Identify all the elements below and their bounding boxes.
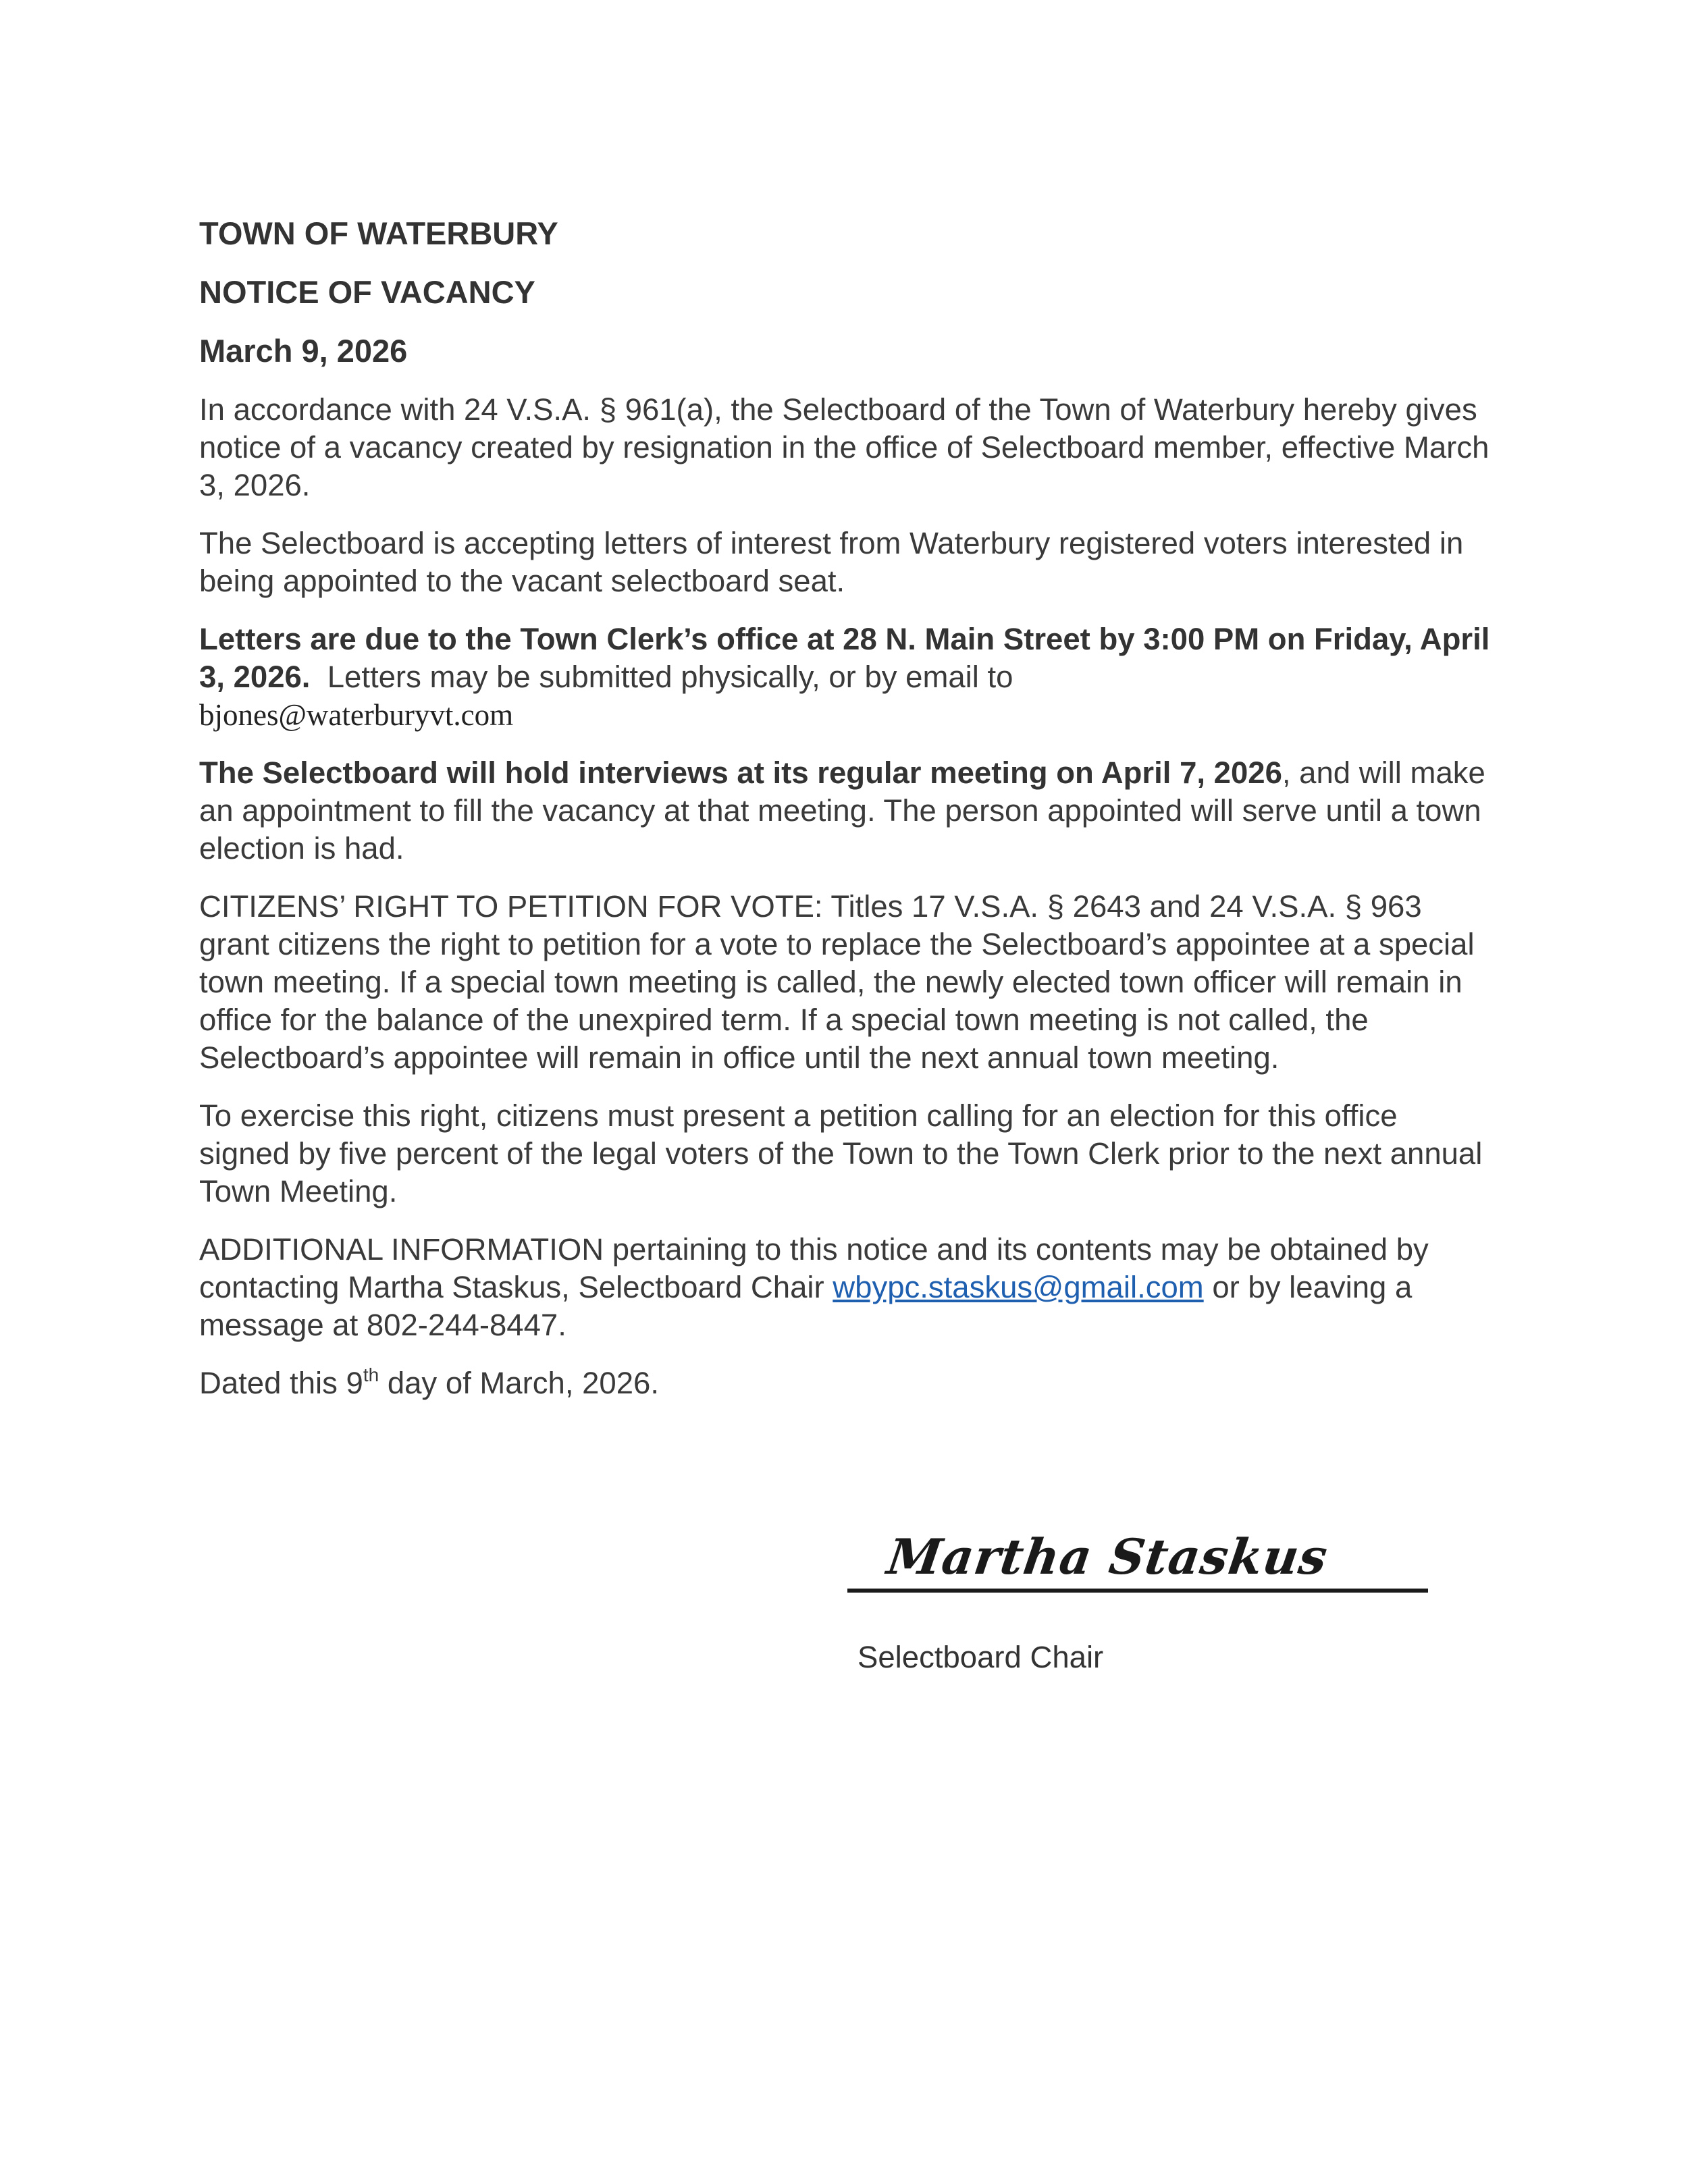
notice-body bbox=[199, 215, 1496, 1422]
paragraph-additional-info bbox=[199, 1231, 1496, 1344]
deadline-rest-text: Letters may be submitted physically, or by email to bbox=[310, 660, 1013, 694]
additional-info-start: ADDITIONAL INFORMATION pertaining to this notice and its contents may be obtained by contacting Martha Staskus, Selectboard Chair bbox=[199, 1232, 1429, 1304]
dated-line bbox=[199, 1364, 1496, 1402]
paragraph-vacancy: In accordance with 24 V.S.A. § 961(a), the Selectboard of the Town of Waterbury hereby gives notice of a vacancy created by resignation in the office of Selectboard member, effective March 3, 2026. bbox=[199, 392, 1489, 502]
handwritten-signature: Martha Staskus bbox=[884, 1528, 1331, 1585]
paragraph-interviews bbox=[199, 754, 1496, 868]
notice-date: March 9, 2026 bbox=[199, 333, 408, 369]
chair-email-link[interactable]: wbypc.staskus@gmail.com bbox=[833, 1270, 1204, 1304]
clerk-email: bjones@waterburyvt.com bbox=[199, 698, 514, 732]
paragraph-petition-right: CITIZENS’ RIGHT TO PETITION FOR VOTE: Titles 17 V.S.A. § 2643 and 24 V.S.A. § 963 grant citizens the right to petition for a vote to replace the Selectboard’s appointee at a special town meeting. If a special town meeting is called, the newly elected town officer will remain in office for the balance of the unexpired term. If a special town meeting is not called, the Selectboard’s appointee will remain in office until the next annual town meeting. bbox=[199, 889, 1475, 1075]
dated-end: day of March, 2026. bbox=[379, 1366, 659, 1400]
notice-heading: NOTICE OF VACANCY bbox=[199, 274, 535, 310]
deadline-bold-text: Letters are due to the Town Clerk’s office at 28 N. Main Street by 3:00 PM on Friday, April 3, 2026. bbox=[199, 622, 1490, 694]
paragraph-letters-of-interest: The Selectboard is accepting letters of interest from Waterbury registered voters interested in being appointed to the vacant selectboard seat. bbox=[199, 526, 1464, 598]
paragraph-deadline bbox=[199, 620, 1496, 734]
signature-rule bbox=[847, 1589, 1428, 1593]
dated-start: Dated this 9 bbox=[199, 1366, 363, 1400]
interviews-rest-text: , and will make an appointment to fill the vacancy at that meeting. The person appointed will serve until a town election is had. bbox=[199, 755, 1485, 865]
signature-block bbox=[847, 1522, 1428, 1676]
dated-superscript: th bbox=[363, 1364, 379, 1385]
additional-info-end: or by leaving a message at 802-244-8447. bbox=[199, 1270, 1413, 1342]
town-heading: TOWN OF WATERBURY bbox=[199, 215, 558, 251]
signature-line bbox=[847, 1522, 1428, 1597]
signer-title: Selectboard Chair bbox=[858, 1640, 1104, 1674]
paragraph-exercise-right: To exercise this right, citizens must present a petition calling for an election for this office signed by five percent of the legal voters of the Town to the Town Clerk prior to the next annual Town Meeting. bbox=[199, 1098, 1483, 1208]
interviews-bold-text: The Selectboard will hold interviews at its regular meeting on April 7, 2026 bbox=[199, 755, 1282, 790]
